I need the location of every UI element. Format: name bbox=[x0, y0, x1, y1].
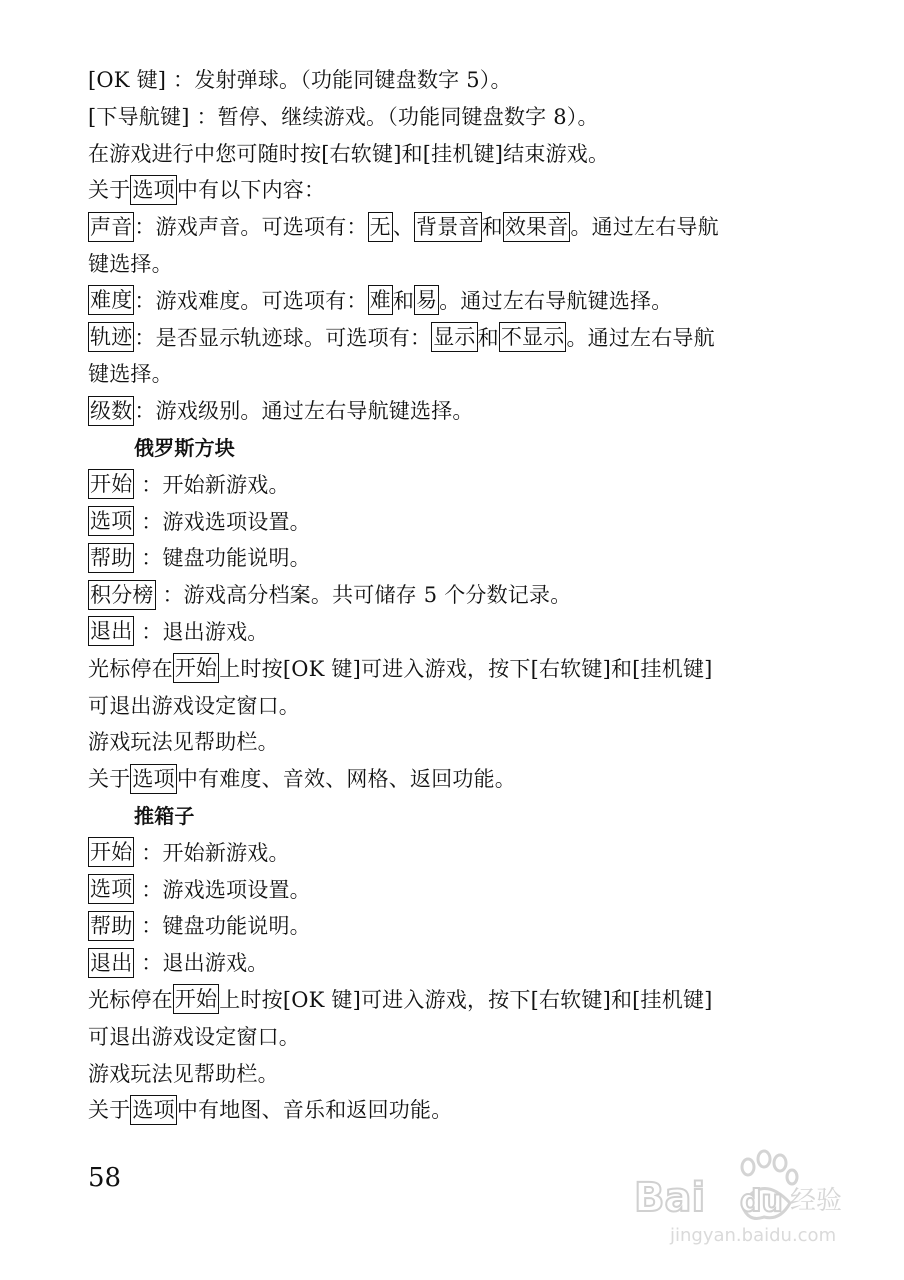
text-line bbox=[88, 467, 808, 504]
text-segment: ：开始新游戏。 bbox=[134, 840, 290, 865]
boxed-keyword: 不显示 bbox=[499, 322, 567, 352]
boxed-keyword: 选项 bbox=[88, 874, 134, 904]
text-segment: ：游戏选项设置。 bbox=[134, 509, 311, 534]
text-line bbox=[88, 504, 808, 541]
text-segment: 键选择。 bbox=[88, 362, 173, 387]
text-segment: 、 bbox=[392, 215, 415, 240]
text-segment: ：游戏声音。可选项有： bbox=[134, 215, 368, 240]
text-segment: 上时按[OK 键]可进入游戏，按下[右软键]和[挂机键] bbox=[219, 656, 713, 681]
text-segment: 在游戏进行中您可随时按[右软键]和[挂机键]结束游戏。 bbox=[88, 141, 610, 166]
svg-text:经验: 经验 bbox=[790, 1186, 843, 1216]
text-segment: ：游戏选项设置。 bbox=[134, 877, 311, 902]
text-line bbox=[88, 540, 808, 577]
text-segment: ：游戏高分档案。共可储存 5 个分数记录。 bbox=[155, 583, 572, 608]
text-line bbox=[88, 724, 808, 761]
text-line bbox=[88, 172, 808, 209]
boxed-keyword: 开始 bbox=[88, 469, 134, 499]
text-segment: 和 bbox=[392, 288, 415, 313]
boxed-keyword: 开始 bbox=[88, 837, 134, 867]
boxed-keyword: 开始 bbox=[173, 653, 219, 683]
boxed-keyword: 选项 bbox=[130, 175, 176, 205]
text-line bbox=[88, 136, 808, 173]
text-line bbox=[88, 209, 808, 246]
text-segment: 关于 bbox=[88, 767, 131, 792]
text-line bbox=[88, 393, 808, 430]
text-line bbox=[88, 688, 808, 725]
text-segment: 关于 bbox=[88, 1098, 131, 1123]
text-segment: 和 bbox=[477, 325, 499, 350]
text-line bbox=[88, 99, 808, 136]
text-line bbox=[88, 62, 808, 99]
baidu-jingyan-watermark bbox=[630, 1145, 860, 1250]
text-segment: ：游戏难度。可选项有： bbox=[134, 288, 368, 313]
text-segment: 键选择。 bbox=[88, 251, 173, 276]
text-line bbox=[88, 982, 808, 1019]
boxed-keyword: 选项 bbox=[130, 1095, 176, 1125]
text-segment: 上时按[OK 键]可进入游戏，按下[右软键]和[挂机键] bbox=[219, 987, 713, 1012]
boxed-keyword: 开始 bbox=[173, 984, 219, 1014]
boxed-keyword: 轨迹 bbox=[88, 322, 134, 352]
text-segment: 中有难度、音效、网格、返回功能。 bbox=[176, 767, 517, 792]
text-segment: 光标停在 bbox=[88, 656, 173, 681]
text-line bbox=[88, 614, 808, 651]
text-line bbox=[88, 320, 808, 357]
page-number: 58 bbox=[88, 1163, 122, 1193]
boxed-keyword: 帮助 bbox=[88, 911, 134, 941]
boxed-keyword: 效果音 bbox=[503, 212, 571, 242]
svg-text:jingyan.baidu.com: jingyan.baidu.com bbox=[670, 1225, 837, 1246]
boxed-keyword: 退出 bbox=[88, 948, 134, 978]
document-body bbox=[88, 62, 808, 1129]
text-segment: 。通过左右导航 bbox=[566, 325, 715, 350]
text-line bbox=[88, 872, 808, 909]
text-segment: ：开始新游戏。 bbox=[134, 472, 290, 497]
boxed-keyword: 级数 bbox=[88, 396, 134, 426]
text-segment: 光标停在 bbox=[88, 987, 173, 1012]
svg-text:Bai: Bai bbox=[634, 1175, 706, 1221]
text-line bbox=[88, 908, 808, 945]
text-segment: 可退出游戏设定窗口。 bbox=[88, 693, 300, 718]
text-segment: 和 bbox=[481, 215, 503, 240]
boxed-keyword: 背景音 bbox=[414, 212, 482, 242]
text-line bbox=[88, 945, 808, 982]
text-line bbox=[88, 1056, 808, 1093]
text-line bbox=[88, 761, 808, 798]
text-segment: 游戏玩法见帮助栏。 bbox=[88, 1061, 279, 1086]
text-segment: ：键盘功能说明。 bbox=[134, 914, 311, 939]
boxed-keyword: 无 bbox=[368, 212, 393, 242]
text-segment: [下导航键] ：暂停、继续游戏。（功能同键盘数字 8）。 bbox=[88, 104, 599, 129]
text-segment: ：键盘功能说明。 bbox=[134, 546, 311, 571]
text-line bbox=[88, 356, 808, 393]
section-heading: 推箱子 bbox=[134, 803, 195, 828]
text-line bbox=[88, 835, 808, 872]
boxed-keyword: 易 bbox=[414, 285, 439, 315]
section-heading: 俄罗斯方块 bbox=[134, 435, 235, 460]
text-segment: ：退出游戏。 bbox=[134, 619, 269, 644]
text-segment: ：游戏级别。通过左右导航键选择。 bbox=[134, 399, 474, 424]
boxed-keyword: 难度 bbox=[88, 285, 134, 315]
text-segment: 中有地图、音乐和返回功能。 bbox=[176, 1098, 453, 1123]
text-segment: 可退出游戏设定窗口。 bbox=[88, 1024, 300, 1049]
boxed-keyword: 选项 bbox=[130, 764, 176, 794]
text-segment: [OK 键] ：发射弹球。（功能同键盘数字 5）。 bbox=[88, 68, 512, 92]
text-line bbox=[88, 651, 808, 688]
boxed-keyword: 声音 bbox=[88, 212, 134, 242]
boxed-keyword: 帮助 bbox=[88, 543, 134, 573]
text-line bbox=[88, 283, 808, 320]
boxed-keyword: 选项 bbox=[88, 506, 134, 536]
text-line bbox=[88, 577, 808, 614]
boxed-keyword: 显示 bbox=[431, 322, 477, 352]
text-segment: 关于 bbox=[88, 178, 131, 203]
text-segment: ：退出游戏。 bbox=[134, 951, 269, 976]
text-segment: 中有以下内容： bbox=[176, 178, 326, 203]
text-segment: ：是否显示轨迹球。可选项有： bbox=[134, 325, 432, 350]
text-segment: 游戏玩法见帮助栏。 bbox=[88, 730, 279, 755]
text-segment: 。通过左右导航 bbox=[570, 215, 719, 240]
svg-text:du: du bbox=[740, 1184, 783, 1219]
text-line bbox=[88, 1092, 808, 1129]
boxed-keyword: 积分榜 bbox=[88, 580, 156, 610]
text-segment: 。通过左右导航键选择。 bbox=[439, 288, 673, 313]
boxed-keyword: 退出 bbox=[88, 616, 134, 646]
text-line bbox=[88, 1019, 808, 1056]
text-line bbox=[88, 246, 808, 283]
boxed-keyword: 难 bbox=[368, 285, 393, 315]
